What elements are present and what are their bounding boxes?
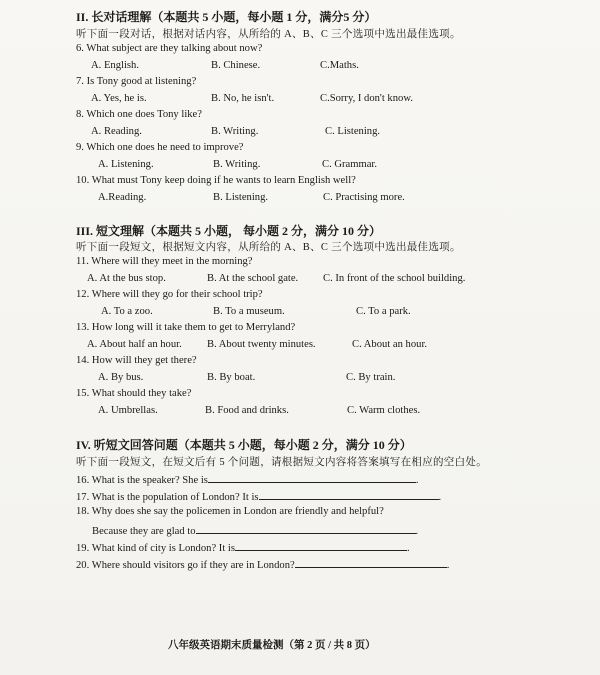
section-3-meta: （本题共 5 小题， 每小题 2 分，满分 10 分） [144, 224, 382, 238]
q15-option-c: C. Warm clothes. [347, 405, 421, 416]
section-4-instruction: 听下面一段短文，在短文后有 5 个问题，请根据短文内容将答案填写在相应的空白处。 [76, 457, 487, 468]
q13-option-b: B. About twenty minutes. [207, 339, 316, 350]
q15-option-a: A. Umbrellas. [98, 405, 158, 416]
question-18-end: . [415, 526, 419, 537]
q7-option-a: A. Yes, he is. [91, 93, 147, 104]
q9-option-b: B. Writing. [213, 159, 261, 170]
answer-blank-20[interactable] [295, 557, 447, 568]
question-18-lead: Because they are glad to [92, 526, 196, 537]
q7-option-c: C.Sorry, I don't know. [320, 93, 413, 104]
question-8: 8. Which one does Tony like? [76, 109, 202, 120]
section-2-heading: II. 长对话理解 [76, 10, 152, 24]
question-19 [76, 540, 410, 554]
q10-option-c: C. Practising more. [323, 192, 405, 203]
question-15: 15. What should they take? [76, 388, 192, 399]
q14-option-a: A. By bus. [98, 372, 144, 383]
q12-option-b: B. To a museum. [213, 306, 285, 317]
q6-option-c: C.Maths. [320, 60, 359, 71]
q11-option-a: A. At the bus stop. [87, 273, 166, 284]
q10-option-b: B. Listening. [213, 192, 269, 203]
question-20-end: . [446, 560, 450, 571]
page-footer: 八年级英语期末质量检测（第 2 页 / 共 8 页） [168, 640, 376, 651]
q9-option-c: C. Grammar. [322, 159, 378, 170]
answer-blank-18[interactable] [196, 523, 416, 534]
question-17 [76, 489, 441, 503]
section-4-title [76, 436, 412, 453]
question-9: 9. Which one does he need to improve? [76, 142, 244, 153]
section-4-meta: （本题共 5 小题，每小题 2 分，满分 10 分） [177, 438, 412, 452]
question-19-text: 19. What kind of city is London? It is [76, 543, 235, 554]
q8-option-b: B. Writing. [211, 126, 259, 137]
question-7: 7. Is Tony good at listening? [76, 76, 197, 87]
answer-blank-17[interactable] [259, 489, 439, 500]
question-6: 6. What subject are they talking about now? [76, 43, 263, 54]
question-20 [76, 557, 449, 571]
question-18-answer-line [92, 523, 418, 537]
question-16-text: 16. What is the speaker? She is [76, 475, 208, 486]
q12-option-a: A. To a zoo. [101, 306, 153, 317]
question-13: 13. How long will it take them to get to Merryland? [76, 322, 296, 333]
question-17-end: . [438, 492, 442, 503]
q6-option-a: A. English. [91, 60, 139, 71]
section-4-heading: IV. 听短文回答问题 [76, 438, 178, 452]
question-16-end: . [415, 475, 419, 486]
question-10: 10. What must Tony keep doing if he wants to learn English well? [76, 175, 356, 186]
question-19-end: . [406, 543, 410, 554]
answer-blank-19[interactable] [235, 540, 407, 551]
question-11: 11. Where will they meet in the morning? [76, 256, 253, 267]
q11-option-b: B. At the school gate. [207, 273, 299, 284]
section-2-meta: （本题共 5 小题，每小题 1 分，满分5 分） [151, 10, 377, 24]
question-16 [76, 472, 419, 486]
q8-option-c: C. Listening. [325, 126, 381, 137]
section-2-instruction: 听下面一段对话，根据对话内容，从所给的 A、B、C 三个选项中选出最佳选项。 [76, 29, 461, 40]
q12-option-c: C. To a park. [356, 306, 411, 317]
question-14: 14. How will they get there? [76, 355, 197, 366]
section-2-title [76, 8, 376, 25]
q14-option-c: C. By train. [346, 372, 396, 383]
q14-option-b: B. By boat. [207, 372, 256, 383]
q6-option-b: B. Chinese. [211, 60, 261, 71]
q8-option-a: A. Reading. [91, 126, 142, 137]
answer-blank-16[interactable] [208, 472, 416, 483]
q7-option-b: B. No, he isn't. [211, 93, 275, 104]
question-20-text: 20. Where should visitors go if they are in London? [76, 560, 295, 571]
q10-option-a: A.Reading. [98, 192, 147, 203]
question-17-text: 17. What is the population of London? It is [76, 492, 259, 503]
section-3-heading: III. 短文理解 [76, 224, 145, 238]
section-3-title [76, 222, 381, 239]
question-12: 12. Where will they go for their school trip? [76, 289, 263, 300]
section-3-instruction: 听下面一段短文，根据短文内容，从所给的 A、B、C 三个选项中选出最佳选项。 [76, 242, 461, 253]
q13-option-c: C. About an hour. [352, 339, 428, 350]
question-18: 18. Why does she say the policemen in London are friendly and helpful? [76, 506, 384, 517]
q9-option-a: A. Listening. [98, 159, 154, 170]
q11-option-c: C. In front of the school building. [323, 273, 466, 284]
q15-option-b: B. Food and drinks. [205, 405, 289, 416]
q13-option-a: A. About half an hour. [87, 339, 182, 350]
